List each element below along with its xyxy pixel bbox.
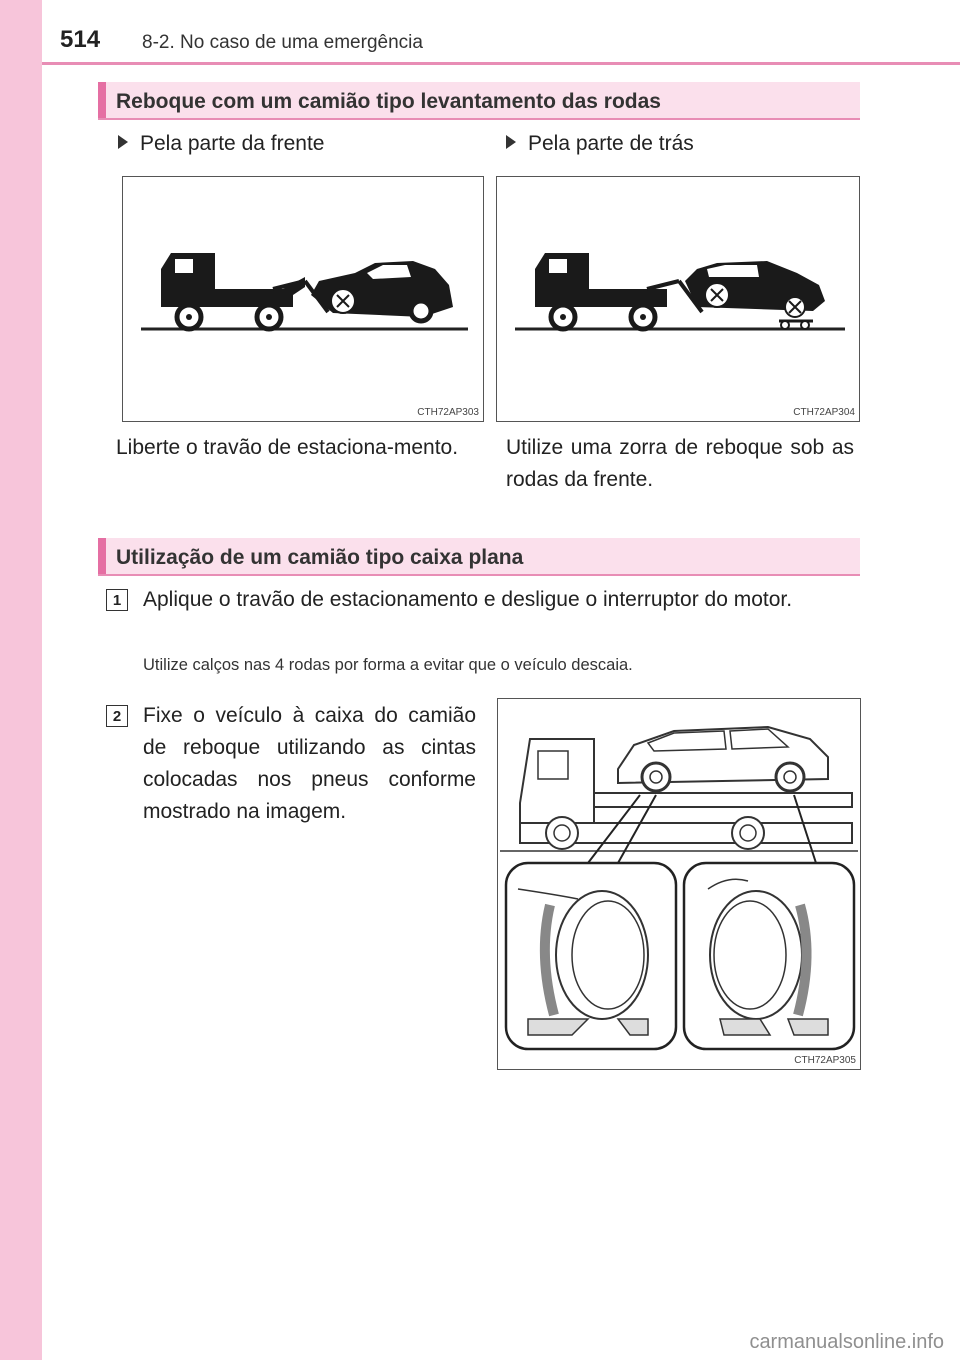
- flatbed-truck-illustration: [498, 699, 860, 1069]
- step1-note: Utilize calços nas 4 rodas por forma a evitar que o veículo descaia.: [143, 656, 633, 674]
- step-number-1: 1: [106, 589, 128, 611]
- triangle-bullet-icon: [506, 135, 516, 149]
- watermark-text: carmanualsonline.info: [749, 1331, 944, 1353]
- caption-rear: Utilize uma zorra de reboque sob as rodas da frente.: [506, 436, 854, 491]
- tow-truck-front-illustration: [123, 177, 483, 421]
- figure-flatbed: [497, 698, 861, 1070]
- bullet-rear-text: Pela parte de trás: [528, 132, 694, 155]
- figure-code: CTH72AP303: [417, 407, 479, 418]
- bullet-front-text: Pela parte da frente: [140, 132, 325, 155]
- page-number: 514: [60, 26, 101, 53]
- step2-text: Fixe o veículo à caixa do camião de reboque utilizando as cintas colocadas nos pneus conforme mostrado na imagem.: [143, 704, 476, 823]
- side-color-band: [0, 0, 42, 1360]
- section-heading-text: Reboque com um camião tipo levantamento das rodas: [116, 90, 661, 113]
- section-heading-wheel-lift: [98, 82, 860, 120]
- tow-truck-rear-illustration: [497, 177, 859, 421]
- header-divider: [42, 62, 960, 65]
- figure-code: CTH72AP305: [794, 1055, 856, 1066]
- step1-text: Aplique o travão de estacionamento e desligue o interruptor do motor.: [143, 588, 793, 611]
- step-number-2: 2: [106, 705, 128, 727]
- bullet-rear: [506, 132, 694, 156]
- triangle-bullet-icon: [118, 135, 128, 149]
- chapter-title: 8-2. No caso de uma emergência: [142, 32, 423, 53]
- bullet-front: [118, 132, 324, 156]
- figure-tow-front: [122, 176, 484, 422]
- figure-tow-rear: [496, 176, 860, 422]
- section-heading-text: Utilização de um camião tipo caixa plana: [116, 546, 524, 569]
- section-heading-flatbed: [98, 538, 860, 576]
- figure-code: CTH72AP304: [793, 407, 855, 418]
- caption-front: Liberte o travão de estaciona-mento.: [116, 436, 459, 459]
